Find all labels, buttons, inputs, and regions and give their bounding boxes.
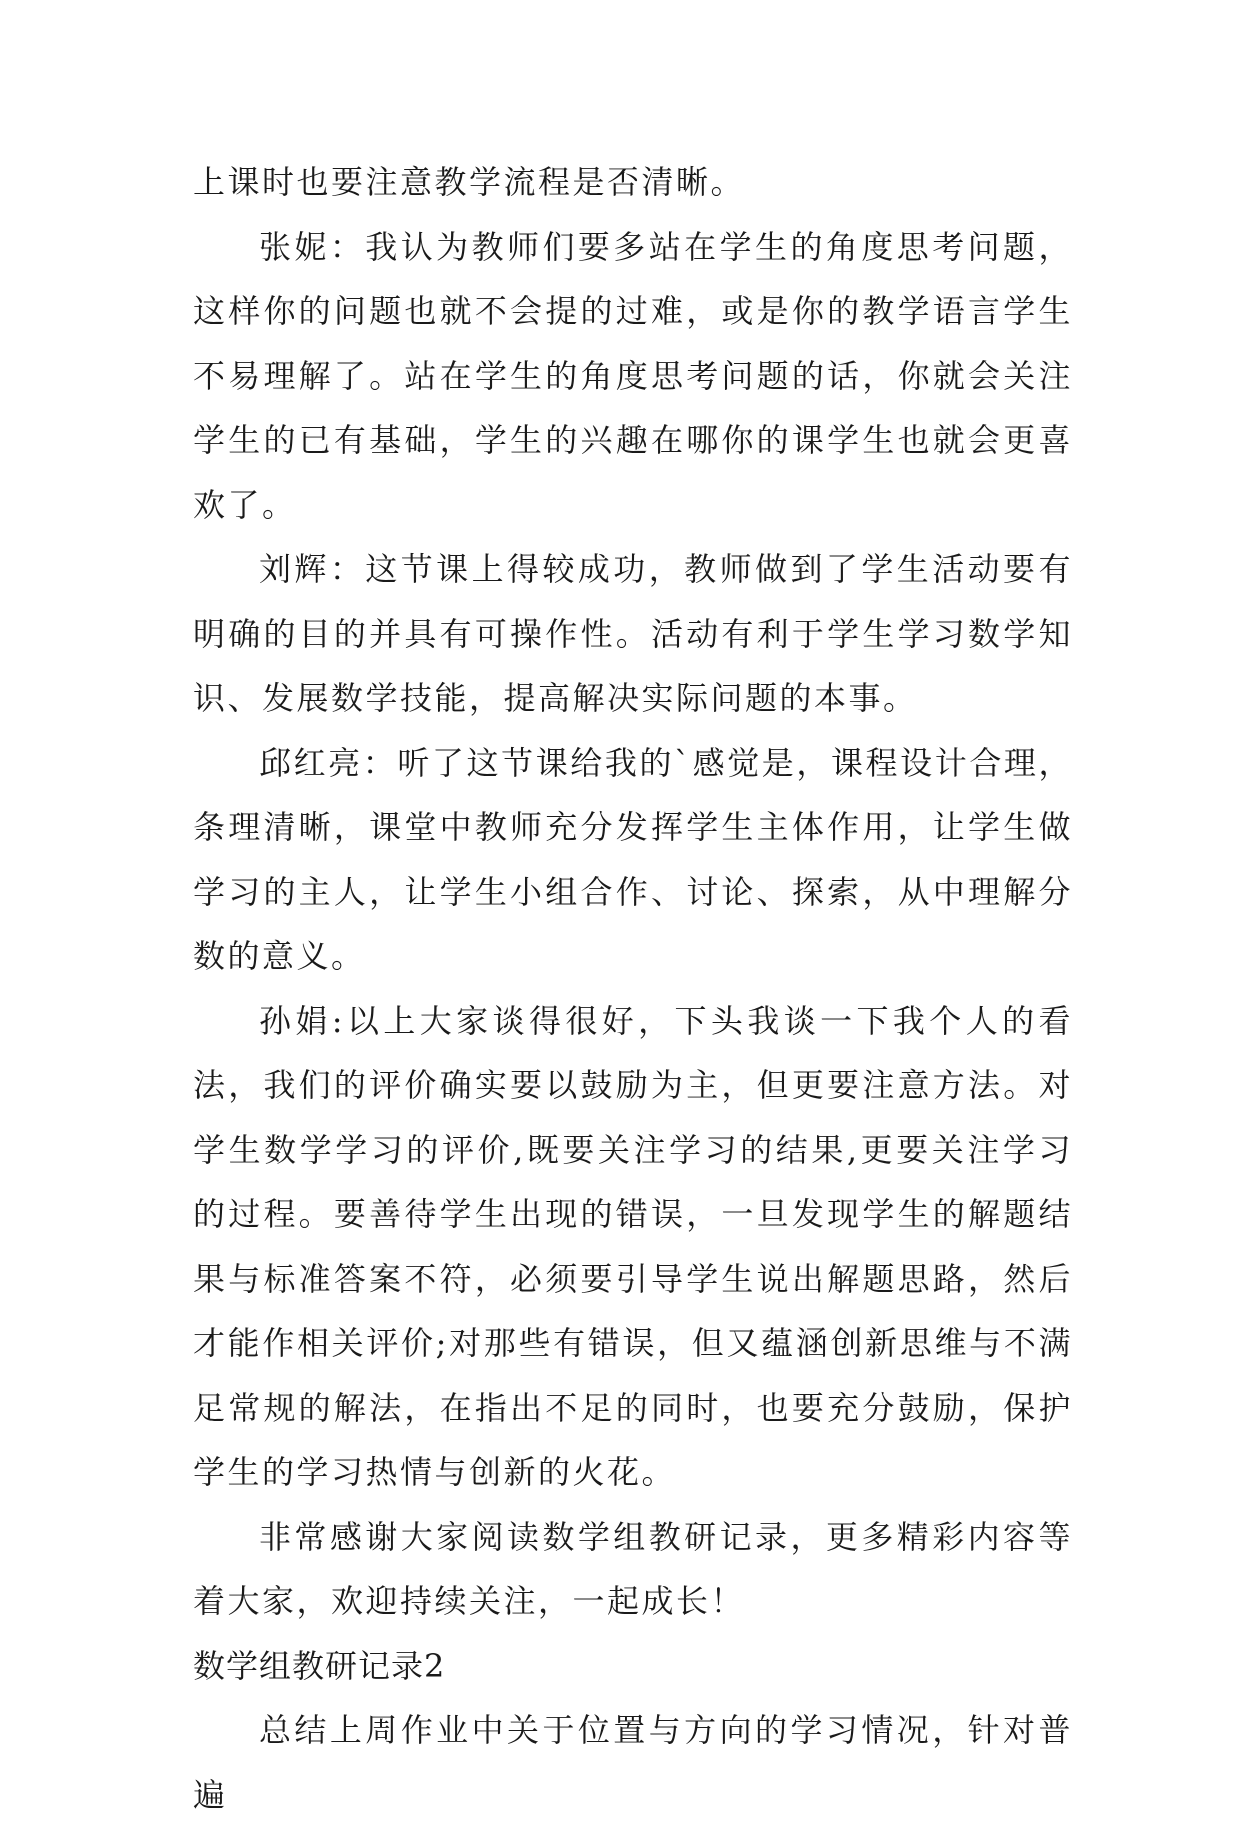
paragraph-summary: 总结上周作业中关于位置与方向的学习情况，针对普遍 <box>193 1711 1073 1814</box>
paragraph-continuation: 上课时也要注意教学流程是否清晰。 <box>193 163 746 201</box>
paragraph-qiu-hongliang: 邱红亮：听了这节课给我的`感觉是，课程设计合理，条理清晰，课堂中教师充分发挥学生主体作用，让学生做学习的主人，让学生小组合作、讨论、探索，从中理解分数的意义。 <box>193 743 1073 975</box>
paragraph-sun-juan: 孙娟:以上大家谈得很好，下头我谈一下我个人的看法，我们的评价确实要以鼓励为主，但更要注意方法。对学生数学学习的评价,既要关注学习的结果,更要关注学习的过程。要善待学生出现的错误，一旦发现学生的解题结果与标准答案不符，必须要引导学生说出解题思路，然后才能作相关评价;对那些有错误，但又蕴涵创新思维与不满足常规的解法，在指出不足的同时，也要充分鼓励，保护学生的学习热情与创新的火花。 <box>193 1001 1073 1491</box>
document-body <box>193 150 1073 1827</box>
paragraph-zhang-ni: 张妮：我认为教师们要多站在学生的角度思考问题，这样你的问题也就不会提的过难，或是你的教学语言学生不易理解了。站在学生的角度思考问题的话，你就会关注学生的已有基础，学生的兴趣在哪你的课学生也就会更喜欢了。 <box>193 227 1073 524</box>
section-heading: 数学组教研记录2 <box>193 1646 446 1685</box>
paragraph-liu-hui: 刘辉：这节课上得较成功，教师做到了学生活动要有明确的目的并具有可操作性。活动有利于学生学习数学知识、发展数学技能，提高解决实际问题的本事。 <box>193 550 1073 717</box>
paragraph-thanks: 非常感谢大家阅读数学组教研记录，更多精彩内容等着大家，欢迎持续关注，一起成长！ <box>193 1517 1073 1620</box>
